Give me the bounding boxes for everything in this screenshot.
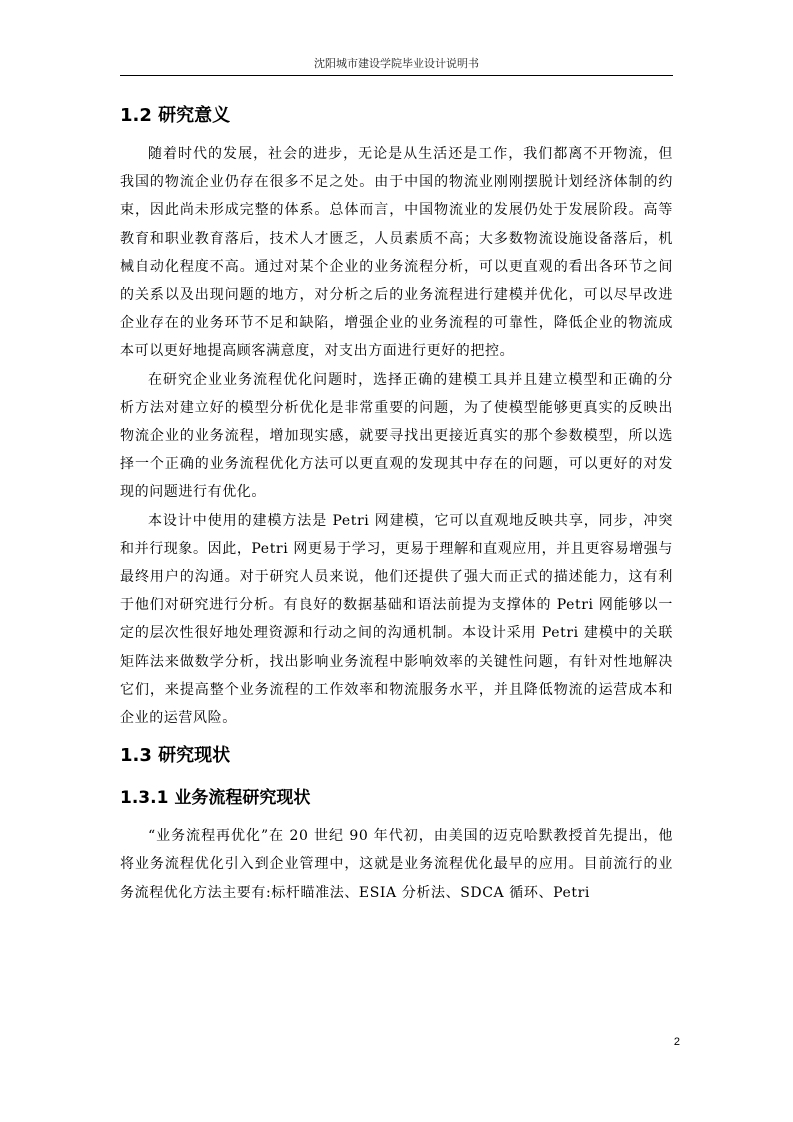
paragraph-significance-3: 本设计中使用的建模方法是 Petri 网建模，它可以直观地反映共享，同步，冲突和并行现象。因此，Petri 网更易于学习，更易于理解和直观应用，并且更容易增强与最终用户的沟通。对于研究人员来说，他们还提供了强大而正式的描述能力，这有利于他们对研究进行分析。有良好的数据基础和语法前提为支撑体的 Petri 网能够以一定的层次性很好地处理资源和行动之间的沟通机制。本设计采用 Petri 建模中的关联矩阵法来做数学分析，找出影响业务流程中影响效率的关键性问题，有针对性地解决它们，来提高整个业务流程的工作效率和物流服务水平，并且降低物流的运营成本和企业的运营风险。 xyxy=(120,512,673,727)
section-title-1-2: 1.2 研究意义 xyxy=(120,105,231,126)
subsection-title-1-3-1: 1.3.1 业务流程研究现状 xyxy=(120,788,311,809)
header-divider xyxy=(120,75,673,76)
page-header: 沈阳城市建设学院毕业设计说明书 xyxy=(314,57,479,70)
document-body xyxy=(120,100,673,907)
section-title-1-3: 1.3 研究现状 xyxy=(120,745,231,767)
paragraph-significance-1: 随着时代的发展，社会的进步，无论是从生活还是工作，我们都离不开物流，但我国的物流企业仍存在很多不足之处。由于中国的物流业刚刚摆脱计划经济体制的约束，因此尚未形成完整的体系。总体而言，中国物流业的发展仍处于发展阶段。高等教育和职业教育落后，技术人才匮乏，人员素质不高；大多数物流设施设备落后，机械自动化程度不高。通过对某个企业的业务流程分析，可以更直观的看出各环节之间的关系以及出现问题的地方，对分析之后的业务流程进行建模并优化，可以尽早改进企业存在的业务环节不足和缺陷，增强企业的业务流程的可靠性，降低企业的物流成本可以更好地提高顾客满意度，对支出方面进行更好的把控。 xyxy=(120,146,673,360)
paragraph-status-1: “业务流程再优化”在 20 世纪 90 年代初，由美国的迈克哈默教授首先提出，他将业务流程优化引入到企业管理中，这就是业务流程优化最早的应用。目前流行的业务流程优化方法主要有:标杆瞄准法、ESIA 分析法、SDCA 循环、Petri xyxy=(120,828,673,901)
paragraph-significance-2: 在研究企业业务流程优化问题时，选择正确的建模工具并且建立模型和正确的分析方法对建立好的模型分析优化是非常重要的问题，为了使模型能够更真实的反映出物流企业的业务流程，增加现实感，就要寻找出更接近真实的那个参数模型，所以选择一个正确的业务流程优化方法可以更直观的发现其中存在的问题，可以更好的对发现的问题进行有优化。 xyxy=(120,371,673,501)
page-number: 2 xyxy=(673,1036,680,1048)
